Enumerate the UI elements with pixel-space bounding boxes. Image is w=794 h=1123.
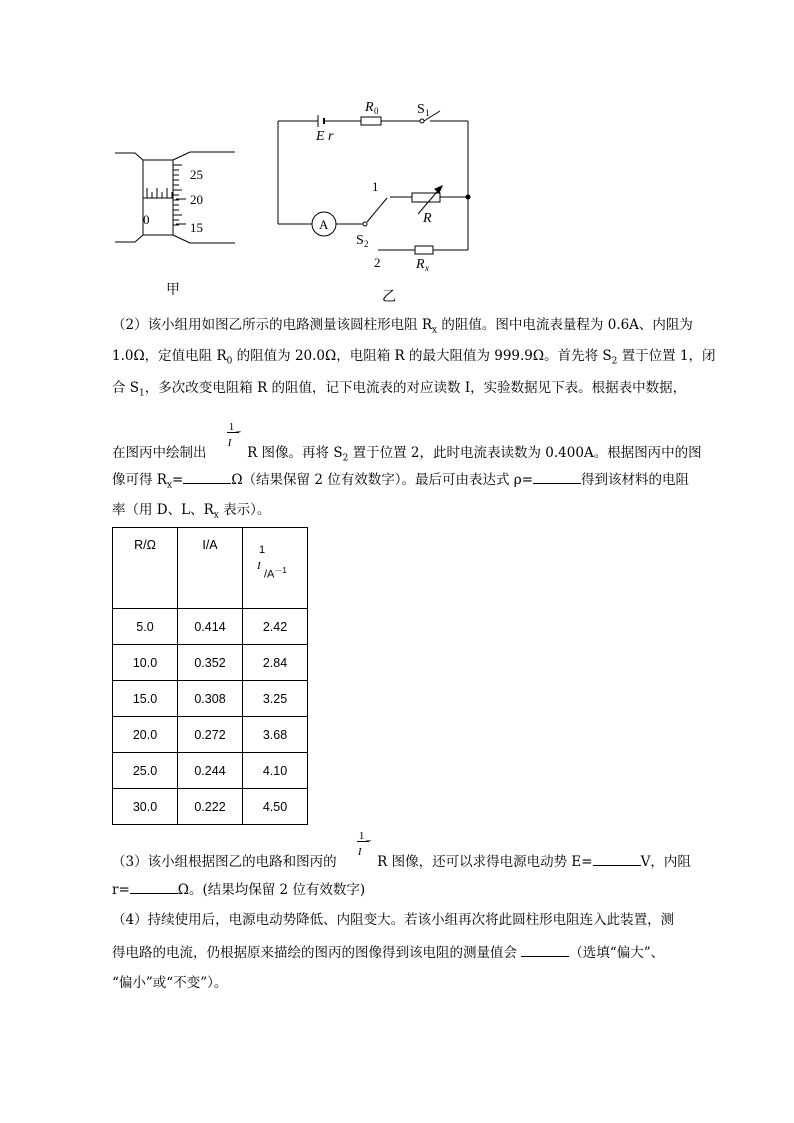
answer-blank-internal-resistance[interactable] (130, 879, 178, 894)
table-row: 15.0 0.308 3.25 (113, 681, 308, 717)
figure-yi-caption: 乙 (382, 290, 396, 305)
table-row: 30.0 0.222 4.50 (113, 789, 308, 825)
resistor-rx (415, 246, 433, 254)
answer-blank-rx[interactable] (183, 469, 231, 484)
source-label: E r (316, 129, 334, 144)
table-row: 25.0 0.244 4.10 (113, 753, 308, 789)
table-header-reciprocal-i: 1 I $/A^{-1}$ (243, 528, 308, 609)
part3-line2: r= Ω。(结果均保留 2 位有效数字) (112, 879, 702, 900)
part4-line2: 得电路的电流，仍根据原来描绘的图丙的图像得到该电阻的测量值会 （选填“偏大”、 (112, 942, 702, 963)
part3-line1: （3）该小组根据图乙的电路和图丙的 1 I – R 图像，还可以求得电源电动势 E= V，内阻 (112, 830, 691, 870)
rx-label: R (416, 257, 425, 272)
resistor-r0 (361, 117, 381, 125)
s2-sub: 2 (364, 239, 369, 249)
fraction-1-over-i: 1 I – (227, 421, 242, 449)
circuit-figure (270, 90, 490, 310)
s2-label: S (356, 233, 364, 248)
table-row: 10.0 0.352 2.84 (113, 645, 308, 681)
table-header-i: I/A (178, 528, 243, 609)
s1-label: S (417, 102, 425, 117)
answer-blank-measurement[interactable] (521, 942, 569, 957)
rx-sub: x (425, 263, 429, 273)
scale-label-20: 20 (190, 192, 203, 207)
s1-sub: 1 (425, 108, 430, 118)
position-1-label: 1 (372, 179, 379, 194)
position-2-label: 2 (374, 255, 381, 270)
answer-blank-emf[interactable] (593, 851, 641, 866)
r-label: R (423, 211, 432, 226)
part2-line1: （2）该小组用如图乙所示的电路测量该圆柱形电阻 $R_x$ 的阻值。图中电流表量程为 0.6A、内阻为 (112, 317, 693, 336)
table-header-row (113, 528, 308, 609)
answer-blank-rho[interactable] (533, 469, 581, 484)
fraction-1-over-i: 1 I – (357, 830, 372, 858)
table-row: 5.0 0.414 2.42 (113, 609, 308, 645)
data-table (112, 527, 308, 825)
zero-label: 0 (143, 212, 150, 227)
ammeter-label: A (319, 217, 329, 232)
scale-label-25: 25 (190, 167, 203, 182)
r0-sub: 0 (374, 106, 379, 116)
table-header-r: R/Ω (113, 528, 178, 609)
micrometer-figure (110, 140, 250, 310)
part2-line5: 像可得 $R_x= \Omega$（结果保留 2 位有效数字）。最后可由表达式 ρ= 得到该材料的电阻 (112, 469, 702, 496)
resistance-box-r (412, 193, 440, 202)
scale-label-15: 15 (190, 220, 203, 235)
part2-line3: 合 $S_1$，多次改变电阻箱 R 的阻值，记下电流表的对应读数 I，实验数据见下表。根据表中数据， (112, 380, 687, 399)
switch-s1-pivot (420, 119, 424, 123)
part4-line1: （4）持续使用后，电源电动势降低、内阻变大。若该小组再次将此圆柱形电阻连入此装置，测 (112, 912, 675, 928)
part2-line2: 1.0Ω，定值电阻 $R_0$ 的阻值为 20.0Ω，电阻箱 R 的最大阻值为 999.9Ω。首先将 $S_2$ 置于位置 1，闭 (112, 348, 716, 367)
part2-line6: 率（用 D、L、$R_x$ 表示）。 (112, 502, 271, 521)
r0-label: R (365, 100, 374, 115)
part4-line3: “偏小”或“不变”）。 (112, 975, 228, 991)
part2-line4: 在图丙中绘制出 1 I – R 图像。再将 $S_2$ 置于位置 2，此时电流表读数为 0.400A。根据图丙中的图 (112, 421, 702, 464)
switch-s2-pivot (363, 222, 367, 226)
table-row: 20.0 0.272 3.68 (113, 717, 308, 753)
figure-jia-caption: 甲 (166, 283, 180, 298)
